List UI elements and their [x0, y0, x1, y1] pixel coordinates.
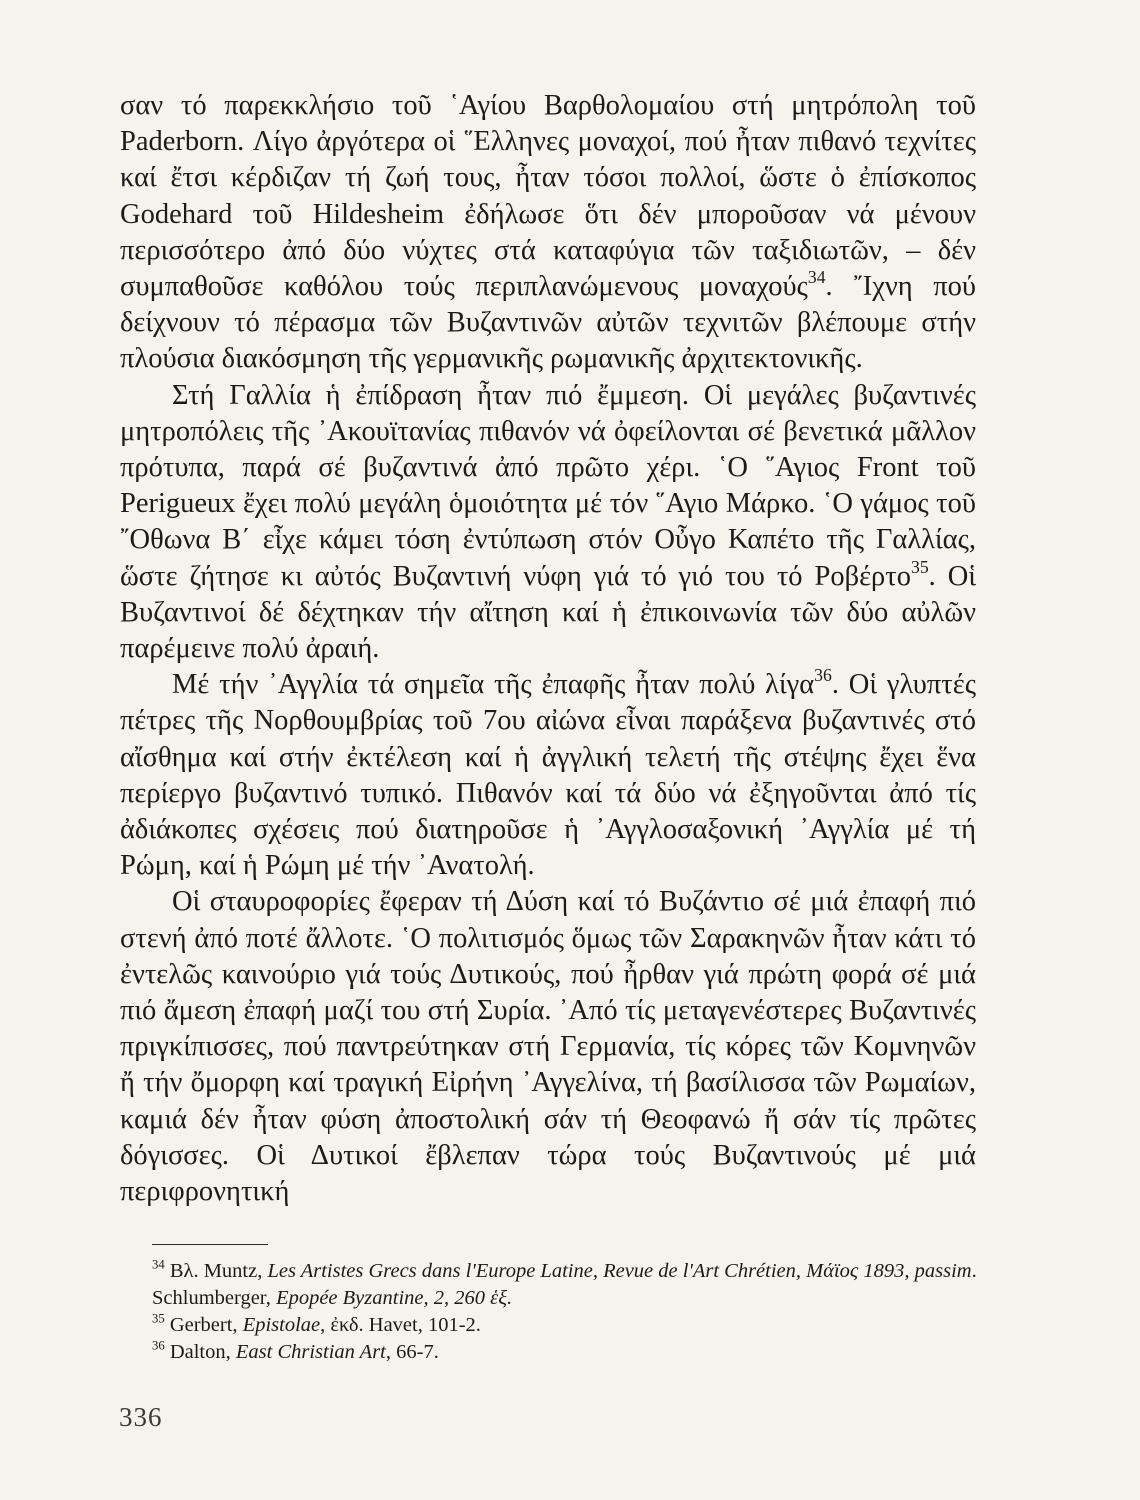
footnote-title: Epistolae: [242, 1314, 321, 1336]
footnote-number: 34: [152, 1257, 165, 1272]
footnote-text: Dalton,: [169, 1341, 236, 1363]
footnote-number: 36: [152, 1338, 165, 1353]
paragraph-1-text-cont: . ῎Ιχνη πού δείχνουν τό πέρασμα τῶν Βυζαντινῶν αὐτῶν τεχνιτῶν βλέπουμε στήν πλούσια διακόσμηση τῆς γερμανικῆς ρωμανικῆς ἀρχιτεκτονικῆς.: [120, 271, 976, 375]
paragraph-3: [120, 667, 976, 884]
footnote-text: Βλ. Muntz,: [169, 1260, 268, 1282]
footnote-text: , ἐκδ. Havet, 101-2.: [320, 1314, 481, 1336]
main-text: [120, 88, 976, 1210]
footnote-text: Gerbert,: [169, 1314, 243, 1336]
footnotes: [152, 1258, 980, 1366]
paragraph-2: [120, 378, 976, 668]
footnote-title: Epopée Byzantine, 2, 260 ἑξ.: [276, 1287, 513, 1309]
paragraph-2-text-cont: . Οἱ Βυζαντινοί δέ δέχτηκαν τήν αἴτηση καί ἡ ἐπικοινωνία τῶν δύο αὐλῶν παρέμεινε πολύ ἀραιή.: [120, 560, 977, 665]
footnote-text: , 66-7.: [385, 1341, 439, 1363]
paragraph-4: Οἱ σταυροφορίες ἔφεραν τή Δύση καί τό Βυζάντιο σέ μιά ἐπαφή πιό στενή ἀπό ποτέ ἄλλοτε. ῾Ο πολιτισμός ὅμως τῶν Σαρακηνῶν ἦταν κάτι τό ἐντελῶς καινούριο γιά τούς Δυτικούς, πού ἦρθαν γιά πρώτη φορά σέ μιά πιό ἄμεση ἐπαφή μαζί του στή Συρία. ᾿Από τίς μεταγενέστερες Βυζαντινές πριγκίπισσες, πού παντρεύτηκαν στή Γερμανία, τίς κόρες τῶν Κομνηνῶν ἤ τήν ὄμορφη καί τραγική Εἰρήνη ᾿Αγγελίνα, τή βασίλισσα τῶν Ρωμαίων, καμιά δέν ἦταν φύση ἀποστολική σάν τή Θεοφανώ ἤ σάν τίς πρῶτες δόγισσες. Οἱ Δυτικοί ἔβλεπαν τώρα τούς Βυζαντινούς μέ μιά περιφρονητική: [120, 886, 976, 1208]
paragraph-3-text-cont: . Οἱ γλυπτές πέτρες τῆς Νορθουμβρίας τοῦ 7ου αἰώνα εἶναι παράξενα βυζαντινές στό αἴσθημα καί στήν ἐκτέλεση καί ἡ ἀγγλική τελετή τῆς στέψης ἔχει ἕνα περίεργο βυζαντινό τυπικό. Πιθανόν καί τά δύο νά ἐξηγοῦνται ἀπό τίς ἀδιάκοπες σχέσεις πού διατηροῦσε ἡ ᾿Αγγλοσαξονική ᾿Αγγλία μέ τή Ρώμη, καί ἡ Ρώμη μέ τήν ᾿Ανατολή.: [120, 669, 976, 882]
paragraph-3-text: Μέ τήν ᾿Αγγλία τά σημεῖα τῆς ἐπαφῆς ἦταν πολύ λίγα: [172, 669, 815, 701]
footnote-35: [152, 1312, 980, 1339]
footnote-title: East Christian Art: [235, 1341, 386, 1363]
footnote-title: Les Artistes Grecs dans l'Europe Latine, Revue de l'Art Chrétien, Μάϊος 1893, passim: [267, 1260, 972, 1282]
footnote-number: 35: [152, 1311, 165, 1326]
footnote-34: [152, 1258, 980, 1312]
footnote-ref-35: 35: [911, 556, 929, 577]
footnote-ref-34: 34: [807, 267, 826, 288]
paragraph-1-text: σαν τό παρεκκλήσιο τοῦ ῾Αγίου Βαρθολομαίου στή μητρόπολη τοῦ Paderborn. Λίγο ἀργότερα οἱ ῞Ελληνες μοναχοί, πού ἦταν πιθανό τεχνίτες καί ἔτσι κέρδιζαν τή ζωή τους, ἦταν τόσοι πολλοί, ὥστε ὁ ἐπίσκοπος Godehard τοῦ Hildesheim ἐδήλωσε ὅτι δέν μποροῦσαν νά μένουν περισσότερο ἀπό δύο νύχτες στά καταφύγια τῶν ταξιδιωτῶν, – δέν συμπαθοῦσε καθόλου τούς περιπλανώμενους μοναχούς: [120, 90, 976, 303]
footnote-ref-36: 36: [814, 665, 832, 686]
footnote-divider: [152, 1244, 268, 1245]
footnote-36: [152, 1339, 980, 1366]
paragraph-2-text: Στή Γαλλία ἡ ἐπίδραση ἦταν πιό ἔμμεση. Οἱ μεγάλες βυζαντινές μητροπόλεις τῆς ᾿Ακουϊτανίας πιθανόν νά ὀφείλονται σέ βενετικά μᾶλλον πρότυπα, παρά σέ βυζαντινά ἀπό πρῶτο χέρι. ῾Ο ῞Αγιος Front τοῦ Perigueux ἔχει πολύ μεγάλη ὁμοιότητα μέ τόν ῞Αγιο Μάρκο. ῾Ο γάμος τοῦ ῎Οθωνα Β΄ εἶχε κάμει τόση ἐντύπωση στόν Οὖγο Καπέτο τῆς Γαλλίας, ὥστε ζήτησε κι αὐτός Βυζαντινή νύφη γιά τό γιό του τό Ροβέρτο: [120, 379, 976, 592]
footnote-text: . Schlumberger,: [152, 1260, 977, 1309]
paragraph-1: [120, 88, 976, 378]
page-number: 336: [119, 1402, 163, 1432]
